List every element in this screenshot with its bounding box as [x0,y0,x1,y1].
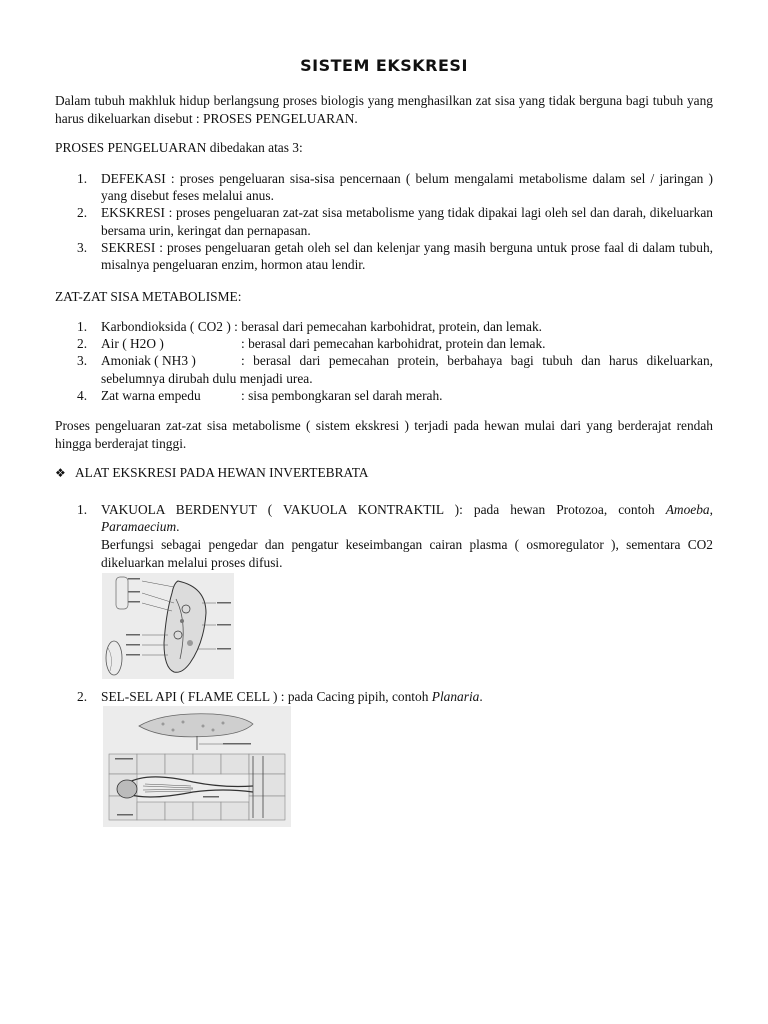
planaria-flame-cell-diagram [103,706,291,827]
proses-heading: PROSES PENGELUARAN dibedakan atas 3: [55,140,303,155]
zat-list [55,318,713,404]
list-item: 1. VAKUOLA BERDENYUT ( VAKUOLA KONTRAKTIL ): pada hewan Protozoa, contoh Amoeba, Paramaecium. Berfungsi sebagai pengedar dan pengatur keseimbangan cairan plasma ( osmoregulator ), sementara CO2 dikeluarkan melalui proses difusi. [77,502,713,570]
proses-paragraph: Proses pengeluaran zat-zat sisa metabolisme ( sistem ekskresi ) terjadi pada hewan mulai dari yang berderajat rendah hingga berderajat tinggi. [55,418,713,451]
list-item: 2. EKSKRESI : proses pengeluaran zat-zat sisa metabolisme yang tidak dipakai lagi oleh sel dan darah, dikeluarkan bersama urin, keringat dan pernapasan. [77,205,713,238]
alat-list-2 [55,688,713,705]
proses-list [55,170,713,273]
alat-list [55,501,713,571]
list-item: 2. Air ( H2O ) : berasal dari pemecahan karbohidrat, protein dan lemak. [77,336,546,352]
list-item: 1. Karbondioksida ( CO2 ) : berasal dari pemecahan karbohidrat, protein, dan lemak. [77,319,542,334]
page-title: SISTEM EKSKRESI [300,56,468,75]
list-item: 1. DEFEKASI : proses pengeluaran sisa-sisa pencernaan ( belum mengalami metabolisme dalam sel / jaringan ) yang disebut feses melalui anus. [77,171,713,204]
list-item: 4. Zat warna empedu : sisa pembongkaran sel darah merah. [77,387,443,403]
paramaecium-diagram [102,573,234,679]
diamond-bullet-icon: ❖ [55,466,66,480]
list-item: 3. SEKRESI : proses pengeluaran getah oleh sel dan kelenjar yang masih berguna untuk prose faal di dalam tubuh, misalnya pengeluaran enzim, hormon atau lendir. [77,239,713,273]
intro-paragraph: Dalam tubuh makhluk hidup berlangsung proses biologis yang menghasilkan zat sisa yang tidak berguna bagi tubuh yang harus dikeluarkan disebut : PROSES PENGELUARAN. [55,93,713,126]
alat-heading: ❖ ALAT EKSKRESI PADA HEWAN INVERTEBRATA [55,465,369,480]
zat-heading: ZAT-ZAT SISA METABOLISME: [55,289,242,304]
list-item: 3. Amoniak ( NH3 ) : berasal dari pemecahan protein, berbahaya bagi tubuh dan harus dikeluarkan, sebelumnya dirubah dulu menjadi urea. [77,353,713,386]
list-item: 2. SEL-SEL API ( FLAME CELL ) : pada Cacing pipih, contoh Planaria. [77,689,483,704]
vakuola-description: Berfungsi sebagai pengedar dan pengatur keseimbangan cairan plasma ( osmoregulator ), sementara CO2 dikeluarkan melalui proses difusi. [101,537,713,570]
